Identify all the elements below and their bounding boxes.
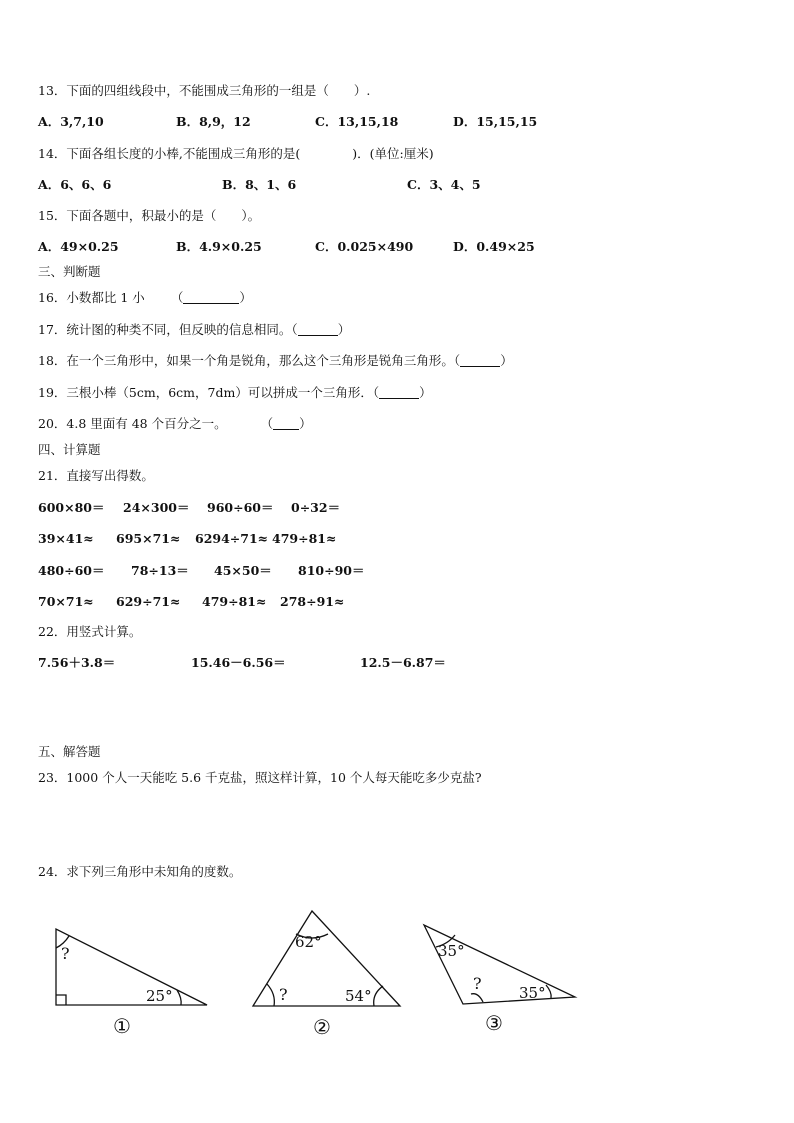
vertical-calc-item: 15.46－6.56＝ xyxy=(191,655,286,670)
question-22-stem: 22．用竖式计算。 xyxy=(38,624,142,639)
triangle-3 xyxy=(424,925,575,1004)
calc-item: 960÷60＝ xyxy=(207,500,274,515)
triangle-2-right-angle-label: 54° xyxy=(345,987,372,1005)
triangle-1-angle-label: 25° xyxy=(146,987,173,1005)
calc-item: 479÷81≈ xyxy=(272,531,337,546)
q14-option-a: A．6、6、6 xyxy=(38,177,112,192)
question-14-stem: 14．下面各组长度的小棒,不能围成三角形的是( )．(单位:厘米) xyxy=(38,146,434,161)
calc-item: 70×71≈ xyxy=(38,594,94,609)
calc-item: 695×71≈ xyxy=(116,531,181,546)
triangle-2 xyxy=(253,911,400,1006)
q15-option-b: B．4.9×0.25 xyxy=(176,239,262,254)
triangle-1-number: ① xyxy=(113,1014,131,1038)
calc-item: 480÷60＝ xyxy=(38,563,105,578)
calc-item: 24×300＝ xyxy=(123,500,190,515)
q13-option-a: A．3,7,10 xyxy=(38,114,104,129)
triangle-3-top-angle-label: 35° xyxy=(438,942,465,960)
triangle-1 xyxy=(56,929,207,1005)
triangle-2-unknown-angle: ? xyxy=(279,985,288,1004)
q15-option-a: A．49×0.25 xyxy=(38,239,119,254)
triangle-2-number: ② xyxy=(313,1015,331,1039)
answer-blank[interactable] xyxy=(460,354,500,367)
q13-option-d: D．15,15,15 xyxy=(453,114,538,129)
question-15-stem: 15．下面各题中，积最小的是（ ）。 xyxy=(38,208,261,223)
answer-blank[interactable] xyxy=(379,386,419,399)
q14-option-c: C．3、4、5 xyxy=(407,177,481,192)
q15-option-d: D．0.49×25 xyxy=(453,239,535,254)
answer-blank[interactable] xyxy=(183,291,239,304)
calc-item: 479÷81≈ xyxy=(202,594,267,609)
triangle-3-right-angle-label: 35° xyxy=(519,984,546,1002)
q15-option-c: C．0.025×490 xyxy=(315,239,414,254)
q13-option-b: B．8,9，12 xyxy=(176,114,251,129)
calc-item: 78÷13＝ xyxy=(131,563,189,578)
question-24-stem: 24．求下列三角形中未知角的度数。 xyxy=(38,864,242,879)
question-19: 19．三根小棒（5cm，6cm，7dm）可以拼成一个三角形．（ ） xyxy=(38,385,432,400)
question-18: 18．在一个三角形中，如果一个角是锐角，那么这个三角形是锐角三角形。（ ） xyxy=(38,353,513,368)
vertical-calc-item: 7.56＋3.8＝ xyxy=(38,655,116,670)
triangle-2-top-angle-label: 62° xyxy=(295,933,322,951)
question-13-stem: 13．下面的四组线段中，不能围成三角形的一组是（ ）. xyxy=(38,83,371,98)
calc-item: 39×41≈ xyxy=(38,531,94,546)
question-17: 17．统计图的种类不同，但反映的信息相同。（ ） xyxy=(38,322,351,337)
question-16: 16．小数都比 1 小 （ ） xyxy=(38,290,252,305)
question-23: 23．1000 个人一天能吃 5.6 千克盐，照这样计算，10 个人每天能吃多少克盐? xyxy=(38,770,482,785)
calc-item: 278÷91≈ xyxy=(280,594,345,609)
triangle-3-number: ③ xyxy=(485,1011,503,1035)
section-5-heading: 五、解答题 xyxy=(38,744,101,759)
triangle-3-unknown-angle: ? xyxy=(473,974,482,993)
triangle-1-unknown-angle: ? xyxy=(61,944,70,963)
answer-blank[interactable] xyxy=(273,417,299,430)
calc-item: 810÷90＝ xyxy=(298,563,365,578)
calc-item: 6294÷71≈ xyxy=(195,531,269,546)
vertical-calc-item: 12.5－6.87＝ xyxy=(360,655,446,670)
question-20: 20．4.8 里面有 48 个百分之一。 （ ） xyxy=(38,416,312,431)
calc-item: 629÷71≈ xyxy=(116,594,181,609)
answer-blank[interactable] xyxy=(298,323,338,336)
section-4-heading: 四、计算题 xyxy=(38,442,101,457)
calc-item: 0÷32＝ xyxy=(291,500,341,515)
calc-item: 45×50＝ xyxy=(214,563,272,578)
calc-item: 600×80＝ xyxy=(38,500,105,515)
section-3-heading: 三、判断题 xyxy=(38,264,101,279)
q14-option-b: B．8、1、6 xyxy=(222,177,297,192)
q13-option-c: C．13,15,18 xyxy=(315,114,399,129)
question-21-stem: 21．直接写出得数。 xyxy=(38,468,154,483)
